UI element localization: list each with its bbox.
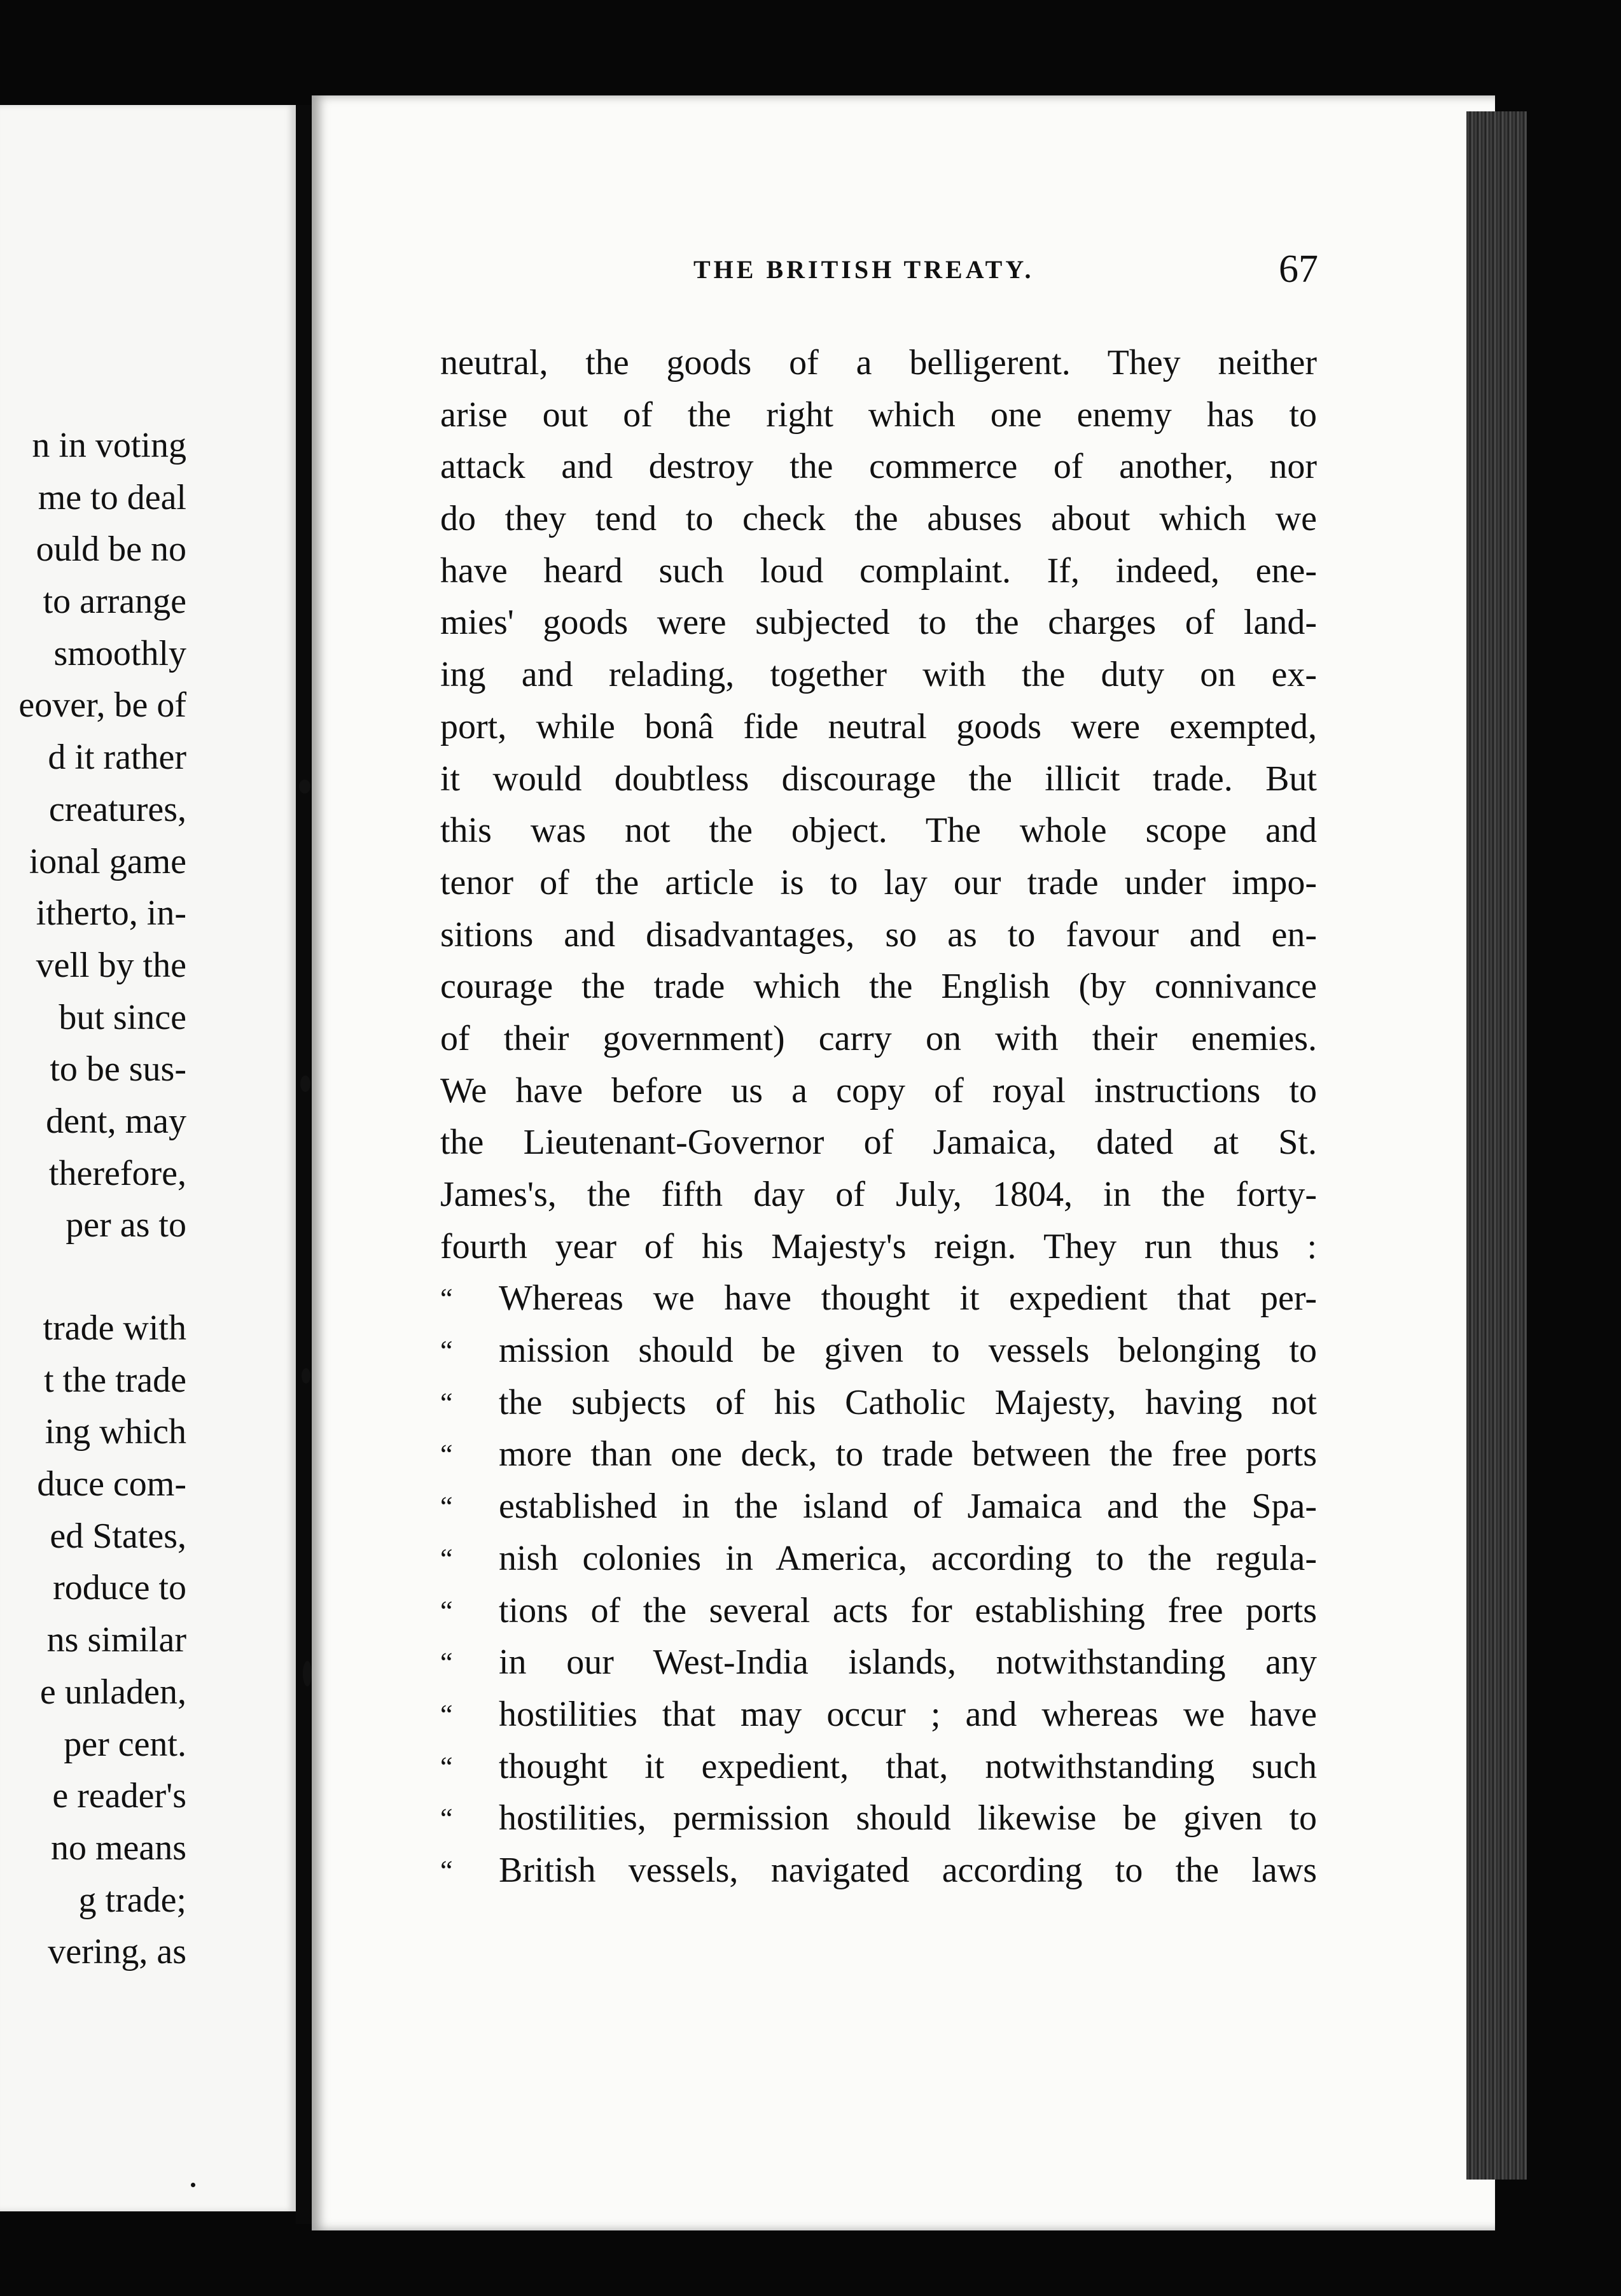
quote-line: [440, 1637, 1317, 1689]
left-page-line: roduce to: [53, 1568, 186, 1608]
left-page-line: creatures,: [48, 789, 186, 829]
body-line: do they tend to check the abuses about which we: [440, 499, 1317, 539]
left-page-line: [0, 1252, 186, 1303]
page-number: 67: [1279, 248, 1318, 291]
left-page-line: itherto, in-: [36, 893, 186, 934]
left-page-line: to be sus-: [50, 1049, 186, 1089]
quote-mark: “: [440, 1387, 453, 1418]
left-page-line: e unladen,: [39, 1672, 186, 1712]
body-line: sitions and disadvantages, so as to favour and en-: [440, 914, 1317, 955]
left-page-line: to arrange: [43, 582, 186, 622]
quote-line: [440, 1741, 1317, 1793]
left-page-line: vell by the: [36, 945, 186, 985]
left-page-line: me to deal: [38, 477, 186, 517]
quote-line: [440, 1793, 1317, 1845]
quote-line: [440, 1429, 1317, 1481]
running-head: THE BRITISH TREATY.: [693, 255, 1034, 284]
quote-text: established in the island of Jamaica and the Spa-: [499, 1487, 1317, 1527]
page-edges: [1466, 111, 1527, 2180]
quote-mark: “: [440, 1543, 453, 1574]
left-page-line: therefore,: [48, 1153, 186, 1193]
left-page-line: duce com-: [37, 1464, 186, 1504]
body-text: [440, 337, 1317, 1897]
quote-mark: “: [440, 1595, 453, 1627]
quote-line: [440, 1845, 1317, 1897]
body-line: this was not the object. The whole scope and: [440, 811, 1317, 851]
body-line: courage the trade which the English (by connivance: [440, 967, 1317, 1007]
left-page-line: trade with: [43, 1308, 186, 1348]
left-page-line: ional game: [29, 841, 186, 881]
left-page-line: ed States,: [50, 1516, 186, 1556]
left-page-line: ns similar: [46, 1620, 186, 1660]
body-line: have heard such loud complaint. If, indeed, ene-: [440, 550, 1317, 591]
quote-text: tions of the several acts for establishing free ports: [499, 1590, 1317, 1630]
quote-mark: “: [440, 1335, 453, 1367]
left-page-line: ing which: [45, 1412, 186, 1452]
left-page-line: n in voting: [32, 426, 186, 465]
quote-text: hostilities, permission should likewise be given to: [499, 1798, 1317, 1838]
quoted-instructions: [440, 1273, 1317, 1896]
body-line: it would doubtless discourage the illicit trade. But: [440, 759, 1317, 799]
quote-mark: “: [440, 1439, 453, 1471]
body-line: of their government) carry on with their enemies.: [440, 1018, 1317, 1058]
body-line: attack and destroy the commerce of another, nor: [440, 447, 1317, 487]
left-page-line: g trade;: [78, 1880, 186, 1920]
left-page-line: e reader's: [52, 1776, 186, 1816]
body-line: We have before us a copy of royal instructions to: [440, 1070, 1317, 1110]
quote-text: hostilities that may occur ; and whereas we have: [499, 1694, 1317, 1734]
body-line: fourth year of his Majesty's reign. They run thus :: [440, 1226, 1317, 1266]
quote-mark: “: [440, 1647, 453, 1679]
quote-line: [440, 1689, 1317, 1741]
quote-mark: “: [440, 1854, 453, 1886]
quote-text: thought it expedient, that, notwithstanding such: [499, 1746, 1317, 1786]
body-line: James's, the fifth day of July, 1804, in the forty-: [440, 1175, 1317, 1214]
left-page-line: eover, be of: [18, 685, 186, 725]
left-page-line: per cent.: [64, 1724, 186, 1764]
quote-mark: “: [440, 1698, 453, 1730]
quote-text: nish colonies in America, according to the regula-: [499, 1538, 1317, 1578]
quote-text: mission should be given to vessels belonging to: [499, 1331, 1317, 1371]
body-line: tenor of the article is to lay our trade under impo-: [440, 862, 1317, 902]
body-line: the Lieutenant-Governor of Jamaica, dated at St.: [440, 1123, 1317, 1163]
quote-text: British vessels, navigated according to the laws: [499, 1850, 1317, 1890]
body-line: ing and relading, together with the duty on ex-: [440, 655, 1317, 695]
left-page-text: [0, 420, 186, 1978]
quote-line: [440, 1377, 1317, 1429]
quote-text: Whereas we have thought it expedient that per-: [499, 1278, 1317, 1319]
left-page-line: per as to: [66, 1205, 186, 1245]
quote-text: the subjects of his Catholic Majesty, having not: [499, 1382, 1317, 1422]
quote-line: [440, 1585, 1317, 1637]
body-line: arise out of the right which one enemy has to: [440, 395, 1317, 435]
body-line: mies' goods were subjected to the charges of land-: [440, 603, 1317, 643]
paragraph: [440, 337, 1317, 1273]
quote-mark: “: [440, 1283, 453, 1315]
quote-line: [440, 1273, 1317, 1325]
left-page-line: but since: [59, 997, 186, 1037]
body-line: port, while bonâ fide neutral goods were exempted,: [440, 706, 1317, 746]
quote-mark: “: [440, 1803, 453, 1835]
quote-line: [440, 1481, 1317, 1533]
left-page-line: ould be no: [36, 529, 186, 570]
quote-text: in our West-India islands, notwithstanding any: [499, 1642, 1317, 1683]
quote-line: [440, 1325, 1317, 1377]
left-page-line: vering, as: [48, 1932, 186, 1972]
quote-mark: “: [440, 1751, 453, 1782]
left-page-line: d it rather: [48, 738, 186, 778]
left-page-fragment: [0, 105, 296, 2211]
left-page-line: smoothly: [53, 633, 186, 673]
left-page-line: dent, may: [46, 1101, 186, 1141]
quote-text: more than one deck, to trade between the free ports: [499, 1434, 1317, 1474]
body-line: neutral, the goods of a belligerent. They neither: [440, 343, 1317, 382]
quote-line: [440, 1533, 1317, 1585]
left-page-line: t the trade: [44, 1360, 186, 1400]
left-page-line: no means: [50, 1828, 186, 1868]
quote-mark: “: [440, 1491, 453, 1523]
